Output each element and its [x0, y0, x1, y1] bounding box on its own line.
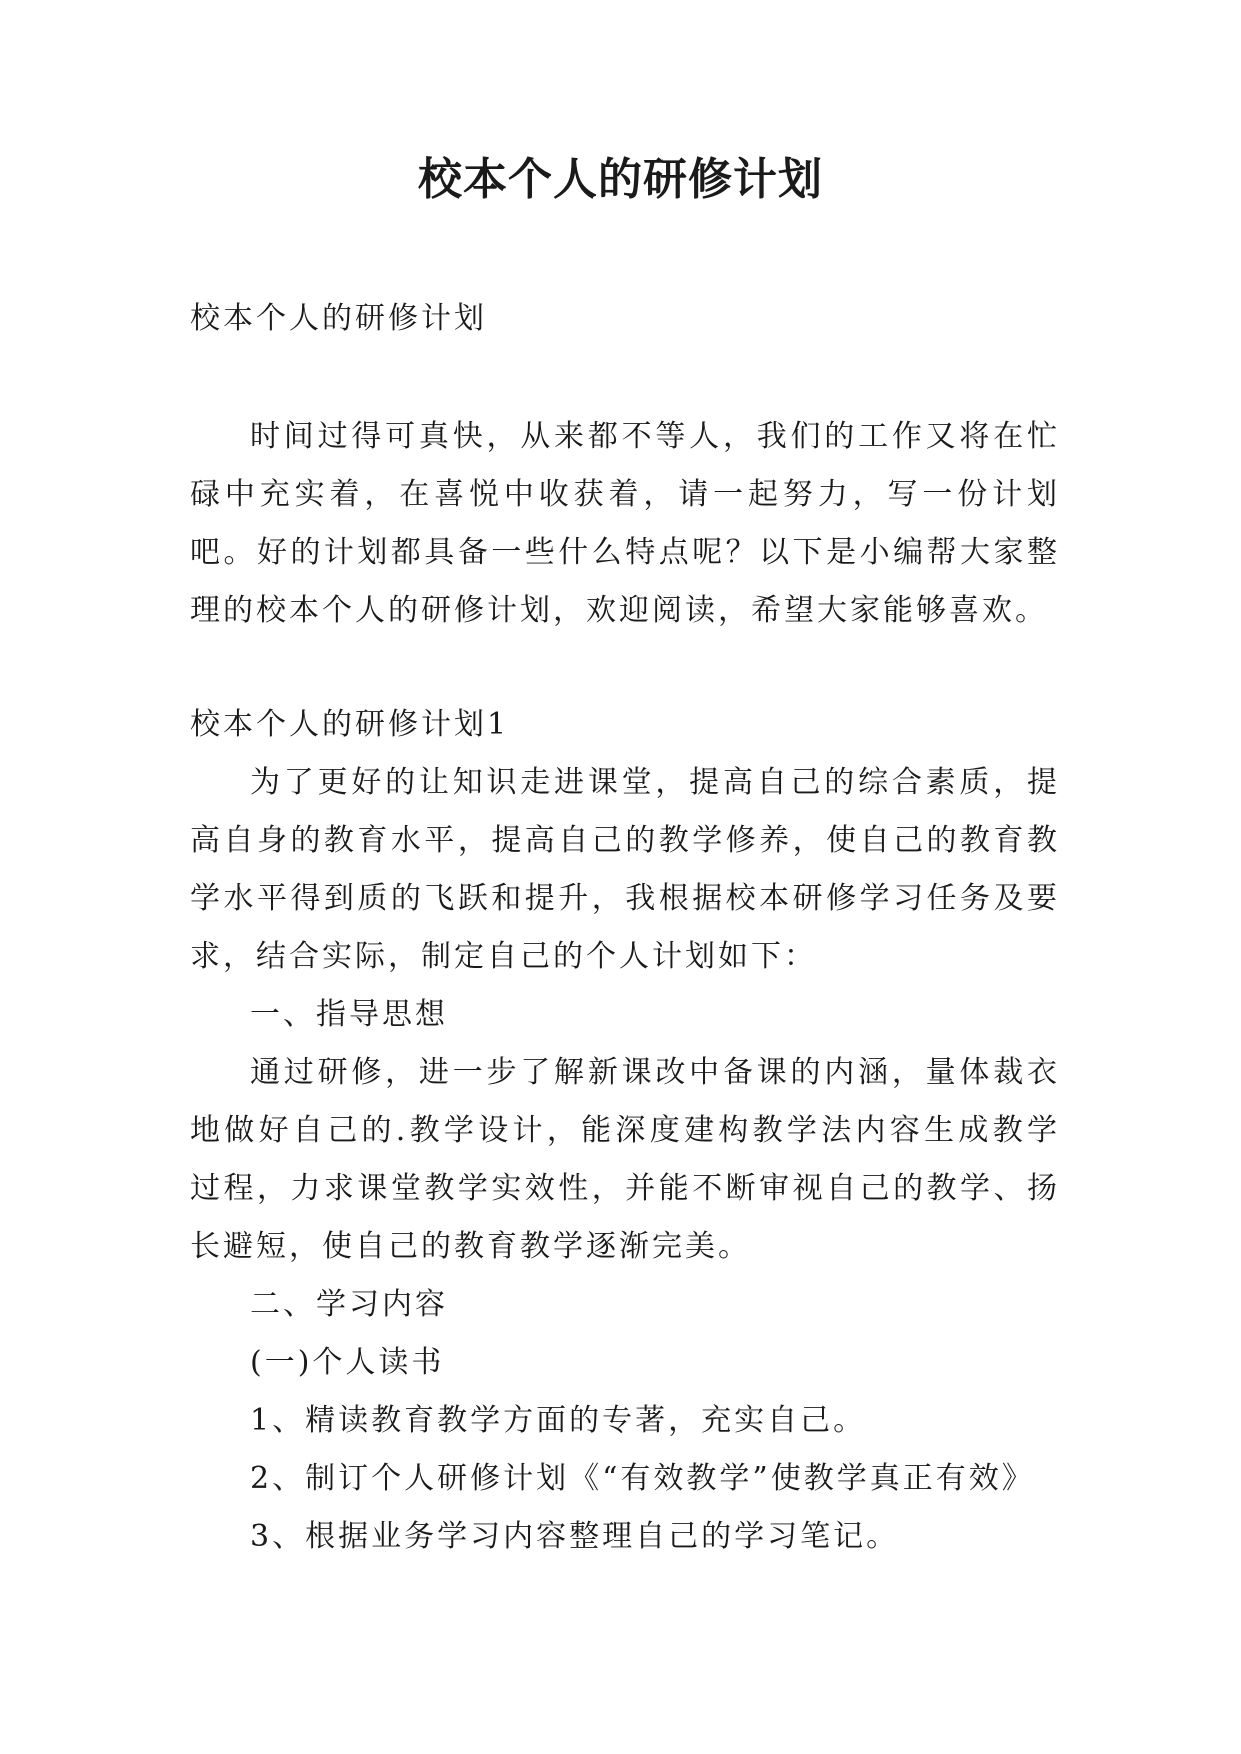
sub-heading-reading: (一)个人读书 [250, 1345, 445, 1380]
guiding-heading: 一、指导思想 [250, 997, 448, 1032]
list-item: 1、精读教育教学方面的专著，充实自己。 [250, 1403, 867, 1438]
document-body [190, 290, 1060, 1566]
intro-paragraph: 时间过得可真快，从来都不等人，我们的工作又将在忙碌中充实着，在喜悦中收获着，请一起努力，写一份计划吧。好的计划都具备一些什么特点呢？以下是小编帮大家整理的校本个人的研修计划，欢迎阅读，希望大家能够喜欢。 [190, 419, 1060, 628]
section1-paragraph: 为了更好的让知识走进课堂，提高自己的综合素质，提高自身的教育水平，提高自己的教学修养，使自己的教育教学水平得到质的飞跃和提升，我根据校本研修学习任务及要求，结合实际，制定自己的个人计划如下： [190, 765, 1060, 974]
content-heading: 二、学习内容 [250, 1287, 448, 1322]
guiding-paragraph: 通过研修，进一步了解新课改中备课的内涵，量体裁衣地做好自己的.教学设计，能深度建构教学法内容生成教学过程，力求课堂教学实效性，并能不断审视自己的教学、扬长避短，使自己的教育教学逐渐完美。 [190, 1055, 1060, 1264]
list-item: 2、制订个人研修计划《“有效教学”使教学真正有效》 [250, 1461, 1035, 1496]
document-title: 校本个人的研修计划 [418, 154, 823, 205]
list-item: 3、根据业务学习内容整理自己的学习笔记。 [250, 1519, 900, 1554]
document-subtitle: 校本个人的研修计划 [190, 301, 487, 336]
section1-heading: 校本个人的研修计划1 [190, 707, 510, 742]
